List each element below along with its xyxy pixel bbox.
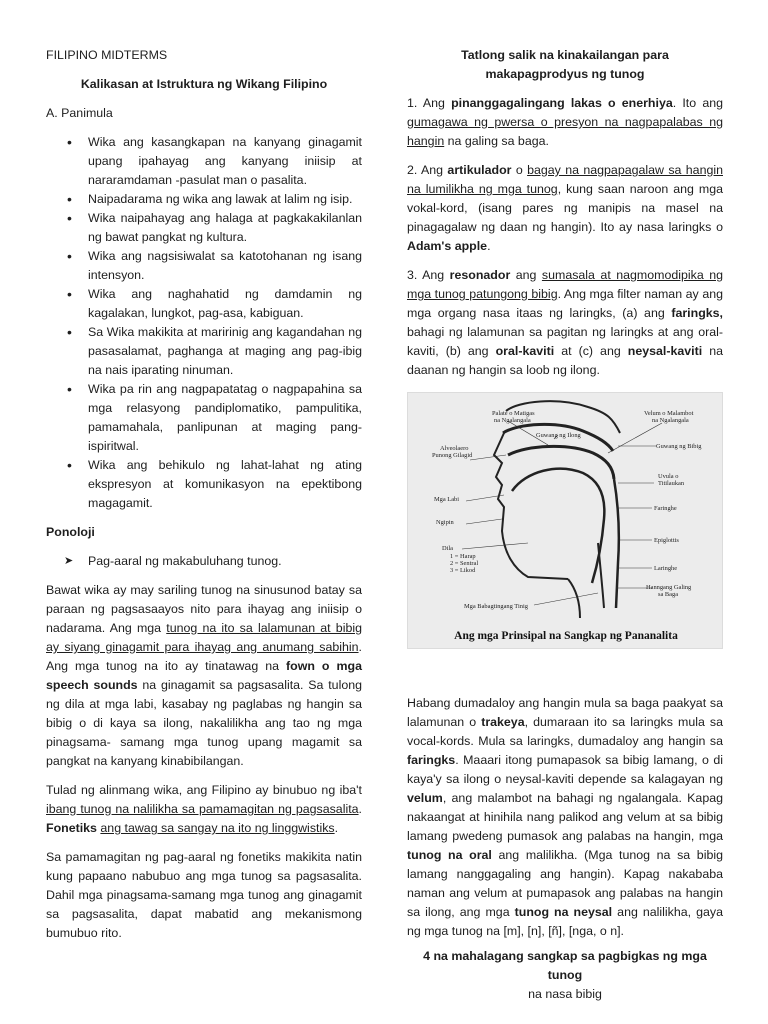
label-uvula: Uvula o [658, 473, 679, 480]
bold-term: velum [407, 791, 443, 805]
list-item: • Wika ang nagsisiwalat sa katotohanan ng isang intensyon. [46, 247, 362, 285]
text-span: 2. Ang [407, 163, 448, 177]
speech-organs-diagram [407, 392, 723, 649]
label-ngipin: Ngipin [436, 519, 454, 526]
paragraph-daloy-hangin [407, 694, 723, 941]
diagram-svg [408, 393, 724, 650]
text-span: Tulad ng alinmang wika, ang Filipino ay binubuo ng iba't [46, 783, 362, 797]
section-heading-sangkap: 4 na mahalagang sangkap sa pagbigkas ng mga tunog [423, 949, 707, 982]
paragraph-item-1 [407, 94, 723, 151]
text-span: . [358, 802, 362, 816]
label-velum: Velum o Malambot [644, 410, 694, 417]
text-span: ang nalilikha, gaya ng mga tunog na [m], [n], [ñ], [nga, o n]. [407, 905, 723, 938]
bold-term: pinanggagalingang lakas o enerhiya [451, 96, 673, 110]
label-dila-1: 1 = Harap [450, 553, 476, 560]
palate-line [508, 446, 614, 479]
underlined-text: bagay na nagpapagalaw sa hangin na lumilikha ng mga tunog [407, 163, 723, 196]
text-span: na daanan ng hangin sa loob ng ilong. [407, 344, 723, 377]
underlined-text: gumagawa ng pwersa o presyon na nagpapalabas ng hangin [407, 115, 723, 148]
text-span: bahagi ng lalamunan sa pagitan ng laringks at ang oral-kaviti, (b) ang [407, 325, 723, 358]
label-guwang-ilong: Guwang ng Ilong [536, 432, 581, 439]
text-span: . Maaari itong pumapasok sa bibig lamang, o di kaya'y sa ilong o neysal-kaviti depende sa kalagayan ng [407, 753, 723, 786]
text-span: . Ang mga filter naman ay ang mga organg nasa itaas ng laringks, (a) ang [407, 287, 723, 320]
list-item: • Naipadarama ng wika ang lawak at lalim ng isip. [46, 190, 362, 209]
text-span: , dumaraan ito sa laringks mula sa vocal-kords. Mula sa laringks, dumadaloy ang hangin sa [407, 715, 723, 748]
label-laringhe: Laringhe [654, 565, 678, 572]
right-column [407, 46, 723, 1004]
bold-term: fown o mga speech sounds [46, 659, 362, 692]
label-dila-2: 2 = Sentral [450, 560, 479, 567]
underlined-text: tunog na ito sa lalamunan at bibig ay siyang ginagamit para ihayag ang anumang sabihin [46, 621, 362, 654]
paragraph-mekanismo: Sa pamamagitan ng pag-aaral ng fonetiks makikita natin kung papaano nabubuo ang mga tunog sa pagsasalita. Dahil mga pinagsama-samang mga tunog ang ginagamit sa pagsasalita, dapat mabatid ang mekanismong bumubuo rito. [46, 850, 362, 940]
label-hangin: Hanngang Galing [646, 584, 692, 591]
text-span: Bawat wika ay may sariling tunog na sinusunod batay sa paraan ng pagsasaayos nito para ihayag ang iniisip o nadarama. Ang mga [46, 583, 362, 635]
text-span: . [487, 239, 491, 253]
panimula-bullet-list [46, 133, 362, 513]
bold-term: tunog na neysal [514, 905, 613, 919]
section-heading-ponoloji: Ponoloji [46, 525, 95, 539]
text-span: 1. Ang [407, 96, 452, 110]
list-item: • Wika naipahayag ang halaga at pagkakakilanlan ng bawat pangkat ng kultura. [46, 209, 362, 247]
text-span: , kung saan naroon ang mga vokal-kord, (isang pares ng manipis na masel na pinagagalaw ng daan ng hangin). Ito ay nasa laringks o [407, 182, 723, 234]
ponoloji-arrow-list [46, 552, 362, 571]
text-span: at (c) ang [554, 344, 628, 358]
underlined-text: ang tawag sa sangay na ito ng linggwistiks [100, 821, 335, 835]
label-dila: Dila [442, 545, 454, 552]
underlined-text: ibang tunog na nalilikha sa pamamagitan ng pagsasalita [46, 802, 359, 816]
label-babagtingang: Mga Babagtingang Tinig [464, 603, 528, 610]
arrow-item-text: Pag-aaral ng makabuluhang tunog. [88, 554, 282, 568]
section-subheading-sangkap: na nasa bibig [528, 987, 602, 1001]
label-hangin-2: sa Baga [658, 591, 679, 598]
paragraph-fonetiks [46, 781, 362, 838]
tongue [512, 469, 604, 583]
diagram-caption: Ang mga Prinsipal na Sangkap ng Pananalita [454, 630, 678, 642]
list-item: • Wika ang kasangkapan na kanyang ginagamit upang ipahayag ang kanyang iniisip at nararamdaman -pasulat man o pasalita. [46, 133, 362, 190]
bold-term: faringks [407, 753, 456, 767]
label-alveolar-2: Punong Gilagid [432, 452, 473, 459]
document-title: Kalikasan at Istruktura ng Wikang Filipino [80, 77, 328, 91]
bold-term: Fonetiks [46, 821, 97, 835]
text-span: na galing sa baga. [444, 134, 549, 148]
list-item: • Wika ang behikulo ng lahat-lahat ng ating ekspresyon at komunikasyon na epektibong magagamit. [46, 456, 362, 513]
text-span: ang [510, 268, 542, 282]
list-item: • Wika ang naghahatid ng damdamin ng kagalakan, lungkot, pag-asa, kabiguan. [46, 285, 362, 323]
left-column [46, 46, 362, 953]
text-span: o [511, 163, 528, 177]
throat [614, 479, 619, 608]
text-span: Habang dumadaloy ang hangin mula sa baga paakyat sa lalamunan o [407, 696, 723, 729]
bold-term: artikulador [447, 163, 512, 177]
bold-term: oral-kaviti [495, 344, 555, 358]
list-item: • Wika pa rin ang nagpapatatag o nagpapahina sa mga relasyong pandiplomatiko, pampulitika, pamamahala, panlipunan at maging pang-ispiritwal. [46, 380, 362, 456]
list-item: • Sa Wika makikita at maririnig ang kagandahan ng pasasalamat, paghanga at maging ang pag-ibig na nais iparating ninuman. [46, 323, 362, 380]
text-span: . Ang mga tunog na ito ay tinatawag na [46, 640, 362, 673]
text-span: . Ito ang [672, 96, 723, 110]
leader-lines [462, 421, 662, 605]
section-heading-panimula: A. Panimula [46, 106, 113, 120]
text-span: na ginagamit sa pagsasalita. Sa tulong ng dila at mga labi, kasabay ng paglabas ng hangin sa bibig o di kaya sa ilong, nakalilikha ang tao ng mga pinagsama- samang mga tunog upang magamit sa pangkat na kanyang kinabibilangan. [46, 678, 362, 768]
bold-term: resonador [449, 268, 511, 282]
text-span: , ang malambot na bahagi ng ngalangala. Kapag nakaangat at hinihila nang palikod ang velum at sa bibig lamang pwedeng pumasok ang palabas na hangin, mga [407, 791, 723, 843]
paragraph-item-3 [407, 266, 723, 380]
label-palate: Palate o Matigas [492, 410, 535, 417]
label-epiglottis: Epiglottis [654, 537, 679, 544]
text-span: . [334, 821, 339, 835]
list-item [46, 552, 362, 571]
section-heading-tatlong-salik: Tatlong salik na kinakailangan para makapagprodyus ng tunog [461, 48, 669, 81]
label-mga-labi: Mga Labi [434, 496, 460, 503]
label-dila-3: 3 = Likod [450, 567, 476, 574]
bold-term: neysal-kaviti [627, 344, 703, 358]
label-palate-2: na Ngalangala [494, 417, 531, 424]
arrow-bullet-icon: ➤ [64, 555, 74, 567]
label-faringhe: Faringhe [654, 505, 677, 512]
bold-term: trakeya [481, 715, 525, 729]
bold-term: Adam's apple [407, 239, 488, 253]
paragraph-tunog [46, 581, 362, 771]
bold-term: faringks, [671, 306, 723, 320]
bold-term: tunog na oral [407, 848, 492, 862]
document-label: FILIPINO MIDTERMS [46, 48, 168, 62]
text-span: 3. Ang [407, 268, 450, 282]
paragraph-item-2 [407, 161, 723, 256]
label-alveolar: Alveolaero [440, 445, 469, 452]
underlined-text: sumasala at nagmomodipika ng mga tunog patungong bibig [407, 268, 723, 301]
larynx [598, 543, 604, 608]
label-uvula-2: Titilaukan [658, 480, 685, 487]
label-velum-2: na Ngalangala [652, 417, 689, 424]
label-guwang-bibig: Guwang ng Bibig [656, 443, 702, 450]
text-span: ang malilikha. (Mga tunog na sa bibig lamang nanggagaling ang hangin). Kapag nakababa naman ang velum at pumapasok ang palabas na hangin sa ilong, ang mga [407, 848, 723, 919]
